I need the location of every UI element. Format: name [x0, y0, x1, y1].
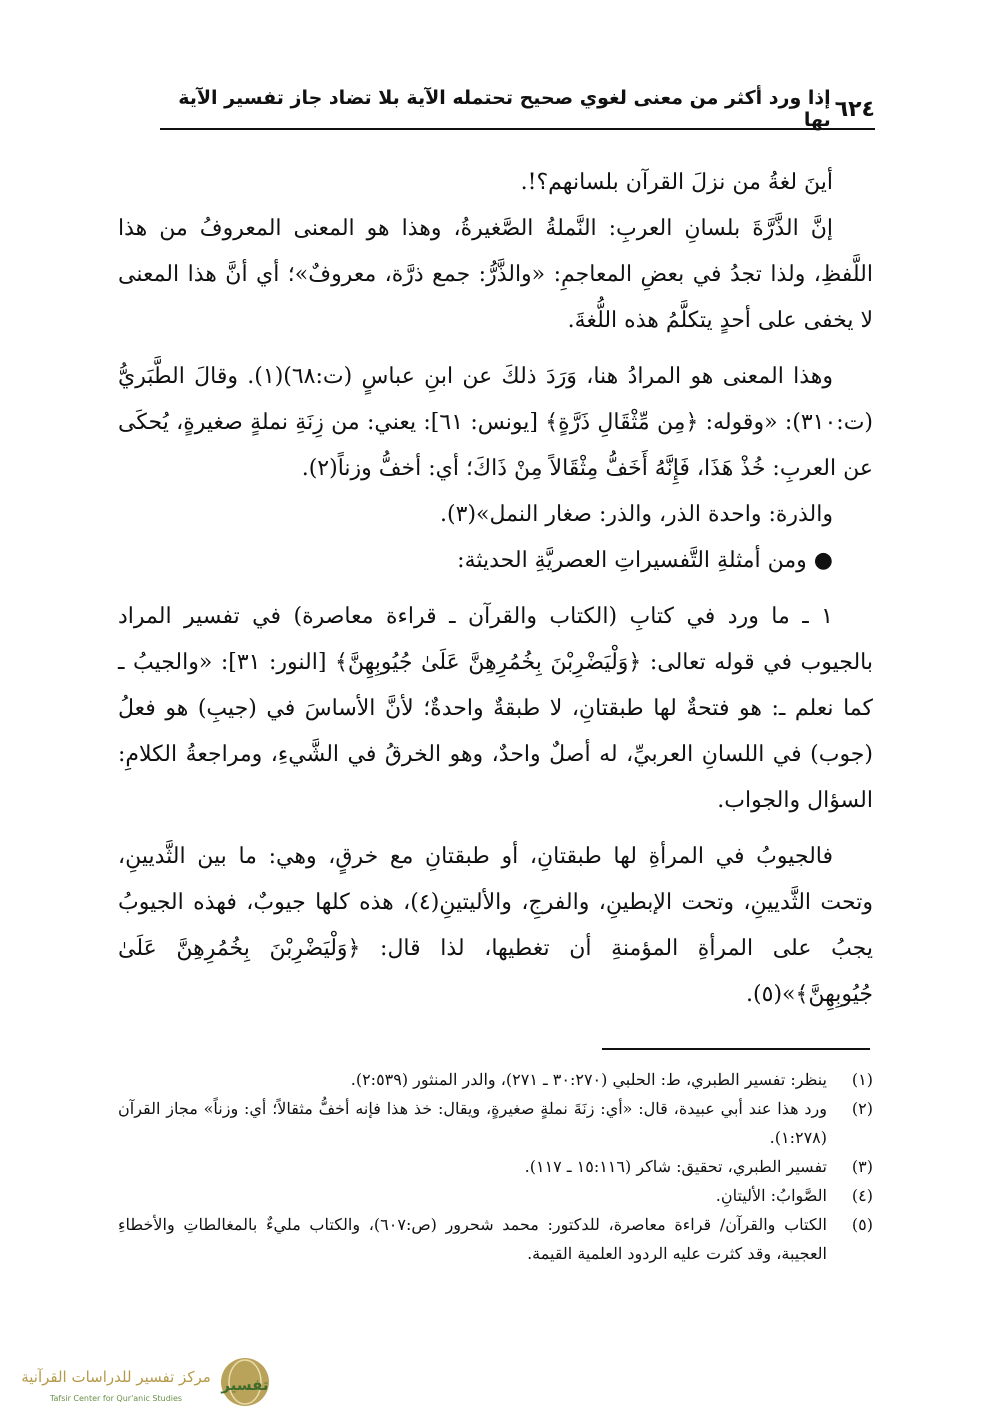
footnote-number: (٤) — [851, 1186, 873, 1205]
footnote-text: الكتاب والقرآن/ قراءة معاصرة، للدكتور: محمد شحرور (ص:٦٠٧)، والكتاب مليءٌ بالمغالطاتِ والأخطاءِ العجيبة، وقد كثرت عليه الردود العلمية القيمة. — [118, 1215, 827, 1263]
footnote-number: (٢) — [851, 1099, 873, 1118]
footnote — [118, 1210, 873, 1268]
running-header — [160, 87, 875, 131]
header-rule — [160, 128, 875, 130]
main-text — [118, 160, 873, 1018]
footnote-number: (٥) — [851, 1215, 873, 1234]
footnote — [118, 1065, 873, 1094]
logo-english: Tafsir Center for Qur'anic Studies — [49, 1394, 183, 1403]
paragraph: والذرة: واحدة الذر، والذر: صغار النمل»(٣). — [440, 502, 833, 527]
paragraph: إنَّ الذَّرَّةَ بلسانِ العربِ: النَّملةُ الصَّغيرةُ، وهذا هو المعنى المعروفُ من هذا اللَّفظِ، ولذا تجدُ في بعضِ المعاجمِ: «والذَّرُّ: جمع ذرَّة، معروفٌ»؛ أي أنَّ هذا المعنى لا يخفى على أحدٍ يتكلَّمُ هذه اللُّغةَ. — [118, 216, 873, 333]
page-number: ٦٢٤ — [834, 96, 875, 122]
footnote-text: تفسير الطبري، تحقيق: شاكر (١٥:١١٦ ـ ١١٧). — [524, 1157, 827, 1176]
footnote-text: الصَّوابُ: الأليتانِ. — [715, 1186, 827, 1205]
footnote — [118, 1181, 873, 1210]
footnote — [118, 1152, 873, 1181]
footnotes — [118, 1065, 873, 1268]
paragraph: أينَ لغةُ من نزلَ القرآن بلسانهم؟!. — [520, 170, 833, 195]
footnote-number: (٣) — [851, 1157, 873, 1176]
footnote-number: (١) — [851, 1070, 873, 1089]
logo-arabic: مركز تفسير للدراسات القرآنية — [21, 1368, 211, 1386]
paragraph: وهذا المعنى هو المرادُ هنا، وَرَدَ ذلكَ عن ابنِ عباسٍ (ت:٦٨)(١). وقالَ الطَّبَريُّ (ت:٣١٠): «وقوله: ﴿مِن مِّثْقَالِ ذَرَّةٍ﴾ [يونس: ٦١]: يعني: من زِنَةِ نملةٍ صغيرةٍ، يُحكَى عن العربِ: خُذْ هَذَا، فَإِنَّهُ أَخَفُّ مِثْقَالاً مِنْ ذَاكَ؛ أي: أخفُّ وزناً(٢). — [118, 364, 873, 481]
paragraph: ١ ـ ما ورد في كتابِ (الكتاب والقرآن ـ قراءة معاصرة) في تفسير المراد بالجيوب في قوله تعالى: ﴿وَلْيَضْرِبْنَ بِخُمُرِهِنَّ عَلَىٰ جُيُوبِهِنَّ﴾ [النور: ٣١]: «والجيبُ ـ كما نعلم ـ: هو فتحةٌ لها طبقتانِ، لا طبقةٌ واحدةٌ؛ لأنَّ الأساسَ في (جيبِ) هو فعلُ (جوب) في اللسانِ العربيِّ، له أصلٌ واحدٌ، وهو الخرقُ في الشَّيءِ، ومراجعةُ الكلامِ: السؤال والجواب. — [118, 604, 873, 813]
footnote-separator — [602, 1048, 870, 1050]
footnote-text: ينظر: تفسير الطبري، ط: الحلبي (٣٠:٢٧٠ ـ ٢٧١)، والدر المنثور (٢:٥٣٩). — [350, 1070, 827, 1089]
header-title: إذا ورد أكثر من معنى لغوي صحيح تحتمله الآية بلا تضاد جاز تفسير الآية بها — [178, 87, 831, 131]
bullet-heading: ● ومن أمثلةِ التَّفسيراتِ العصريَّةِ الحديثة: — [457, 548, 833, 573]
footnote — [118, 1094, 873, 1152]
logo-mark: تفسير — [221, 1376, 269, 1394]
paragraph: فالجيوبُ في المرأةِ لها طبقتانِ، أو طبقتانِ مع خرقٍ، وهي: ما بين الثَّديينِ، وتحت الثَّديينِ، وتحت الإبطينِ، والفرجِ، والأليتينِ(٤)، هذه كلها جيوبٌ، فهذه الجيوبُ يجبُ على المرأةِ المؤمنةِ أن تغطيها، لذا قال: ﴿وَلْيَضْرِبْنَ بِخُمُرِهِنَّ عَلَىٰ جُيُوبِهِنَّ﴾»(٥). — [118, 844, 873, 1007]
tafsir-center-logo — [10, 1352, 270, 1412]
footnote-text: ورد هذا عند أبي عبيدة، قال: «أي: زنَةَ نملةٍ صغيرةٍ، ويقال: خذ هذا فإنه أخفُّ مثقالاً؛ أي: وزناً» مجاز القرآن (١:٢٧٨). — [118, 1099, 827, 1147]
